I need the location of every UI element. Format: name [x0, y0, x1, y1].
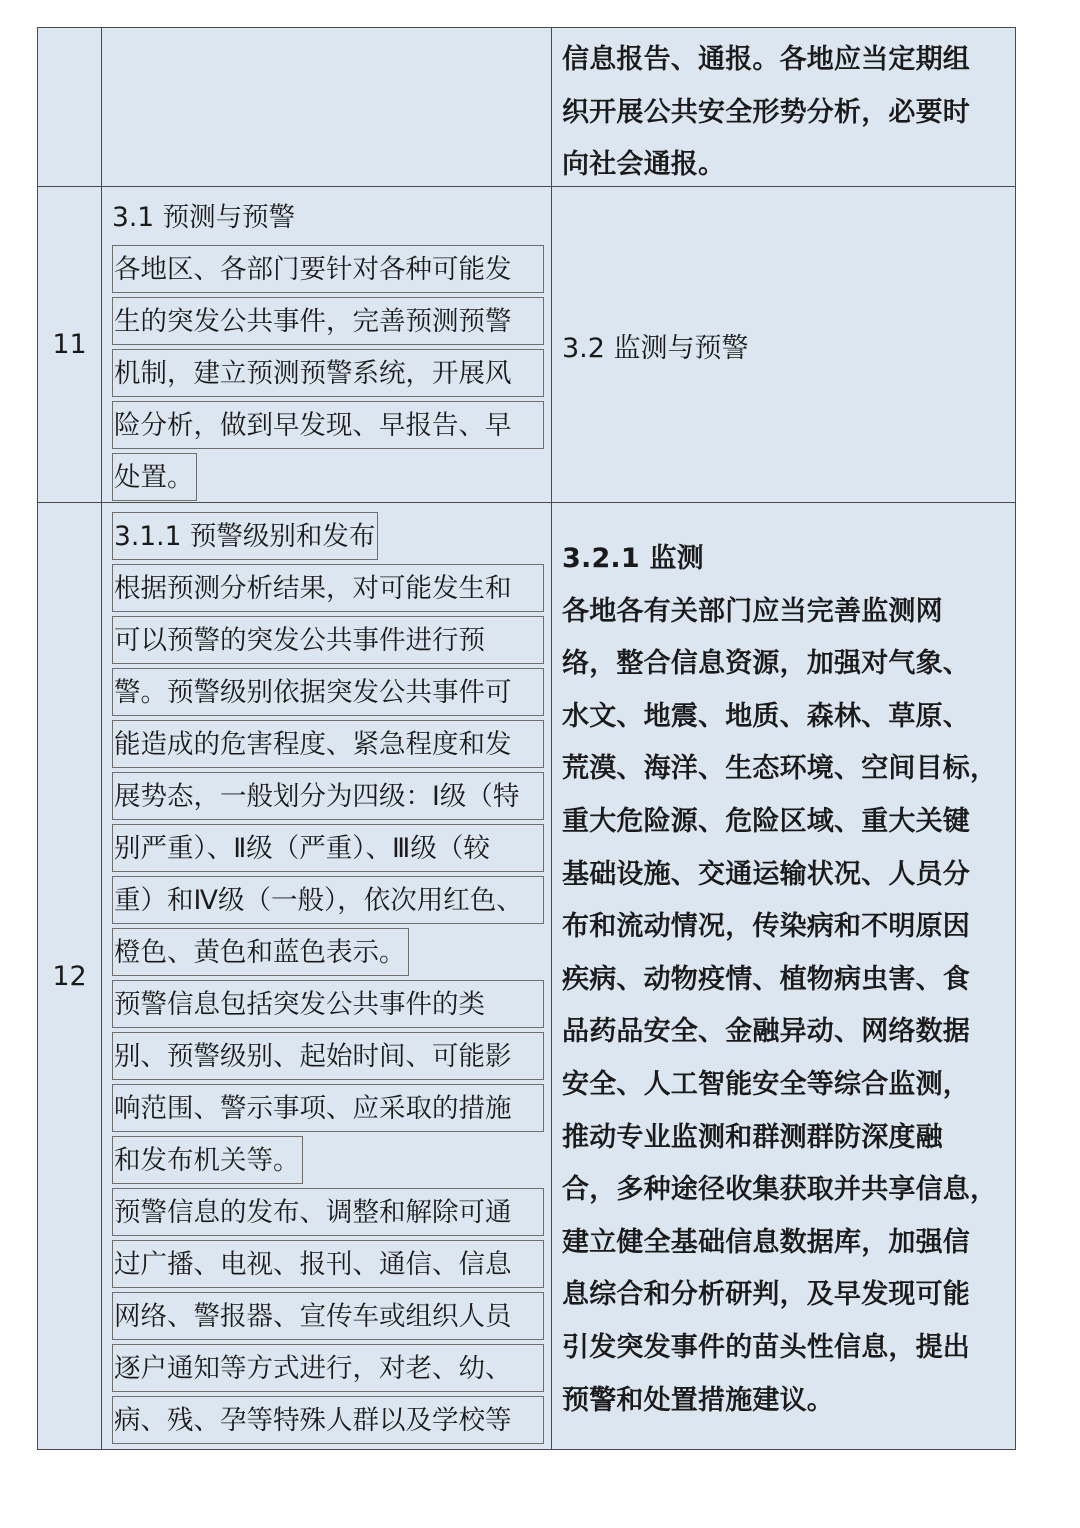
old-text-line: 展势态，一般划分为四级：Ⅰ级（特: [112, 772, 544, 820]
old-text-line: 别、预警级别、起始时间、可能影: [112, 1032, 544, 1080]
row-number: 12: [52, 960, 87, 992]
old-text-line: 过广播、电视、报刊、通信、信息: [112, 1240, 544, 1288]
new-text-line: 基础设施、交通运输状况、人员分: [562, 858, 970, 890]
new-text-line: 疾病、动物疫情、植物病虫害、食: [562, 963, 970, 995]
new-text-cell: [552, 28, 1015, 186]
new-text-line: 重大危险源、危险区域、重大关键: [562, 805, 970, 837]
old-text-line: 机制，建立预测预警系统，开展风: [112, 349, 544, 397]
old-text-line: 各地区、各部门要针对各种可能发: [112, 245, 544, 293]
new-text-line: 合，多种途径收集获取并共享信息，: [562, 1174, 998, 1206]
old-text-line: 响范围、警示事项、应采取的措施: [112, 1084, 544, 1132]
old-text-cell: [102, 503, 552, 1449]
old-text-line: 能造成的危害程度、紧急程度和发: [112, 720, 544, 768]
new-text-line: 引发突发事件的苗头性信息，提出: [562, 1331, 970, 1363]
row-number-cell: [38, 503, 102, 1449]
new-section-heading: 3.2.1 监测: [562, 543, 704, 574]
old-text-line: 生的突发公共事件，完善预测预警: [112, 297, 544, 345]
new-text-block: [562, 533, 1012, 1427]
new-text-line: 布和流动情况，传染病和不明原因: [562, 911, 970, 943]
old-text-line: 逐户通知等方式进行，对老、幼、: [112, 1344, 544, 1392]
old-text-line: 预警信息包括突发公共事件的类: [112, 980, 544, 1028]
old-text-line: 网络、警报器、宣传车或组织人员: [112, 1292, 544, 1340]
table-row: [38, 187, 1015, 503]
old-text-line: 重）和Ⅳ级（一般），依次用红色、: [112, 876, 544, 924]
old-text-line: 警。预警级别依据突发公共事件可: [112, 668, 544, 716]
new-text-line: 安全、人工智能安全等综合监测，: [562, 1068, 970, 1100]
new-text-line: 息综合和分析研判，及早发现可能: [562, 1279, 970, 1311]
new-text-line: 向社会通报。: [562, 149, 726, 181]
new-text-cell: [552, 187, 1015, 502]
row-number-cell: [38, 187, 102, 502]
old-text-cell: [102, 28, 552, 186]
new-text-line: 信息报告、通报。各地应当定期组: [562, 44, 970, 75]
comparison-table: [37, 27, 1016, 1450]
new-text-line: 建立健全基础信息数据库，加强信: [562, 1226, 970, 1258]
old-text-line: 别严重）、Ⅱ级（严重）、Ⅲ级（较: [112, 824, 544, 872]
old-text-line: 和发布机关等。: [112, 1136, 303, 1184]
old-text-line: 3.1.1 预警级别和发布: [112, 512, 378, 560]
old-text-line: 预警信息的发布、调整和解除可通: [112, 1188, 544, 1236]
new-text-line: 荒漠、海洋、生态环境、空间目标，: [562, 753, 998, 785]
old-text-line: 可以预警的突发公共事件进行预: [112, 616, 544, 664]
new-text-line: 各地各有关部门应当完善监测网: [562, 595, 943, 627]
old-text-line: 橙色、黄色和蓝色表示。: [112, 928, 409, 976]
row-number: 11: [52, 329, 87, 360]
old-text-line: 根据预测分析结果，对可能发生和: [112, 564, 544, 612]
old-text-line: 险分析，做到早发现、早报告、早: [112, 401, 544, 449]
new-text-cell: [552, 503, 1015, 1449]
row-number-cell: [38, 28, 102, 186]
new-text-block: [562, 34, 1012, 192]
old-section-heading: 3.1 预测与预警: [112, 202, 296, 233]
new-text-line: 预警和处置措施建议。: [562, 1384, 834, 1416]
table-row: [38, 503, 1015, 1449]
old-text-cell: [102, 187, 552, 502]
table-row: [38, 28, 1015, 187]
new-text-line: 水文、地震、地质、森林、草原、: [562, 700, 970, 732]
new-text-line: 品药品安全、金融异动、网络数据: [562, 1016, 970, 1048]
old-text-line: 病、残、孕等特殊人群以及学校等: [112, 1396, 544, 1444]
new-text-line: 织开展公共安全形势分析，必要时: [562, 96, 970, 128]
new-text-line: 络，整合信息资源，加强对气象、: [562, 648, 970, 680]
new-text-line: 推动专业监测和群测群防深度融: [562, 1121, 943, 1153]
new-section-heading: 3.2 监测与预警: [562, 333, 749, 364]
old-text-line: 处置。: [112, 453, 197, 501]
